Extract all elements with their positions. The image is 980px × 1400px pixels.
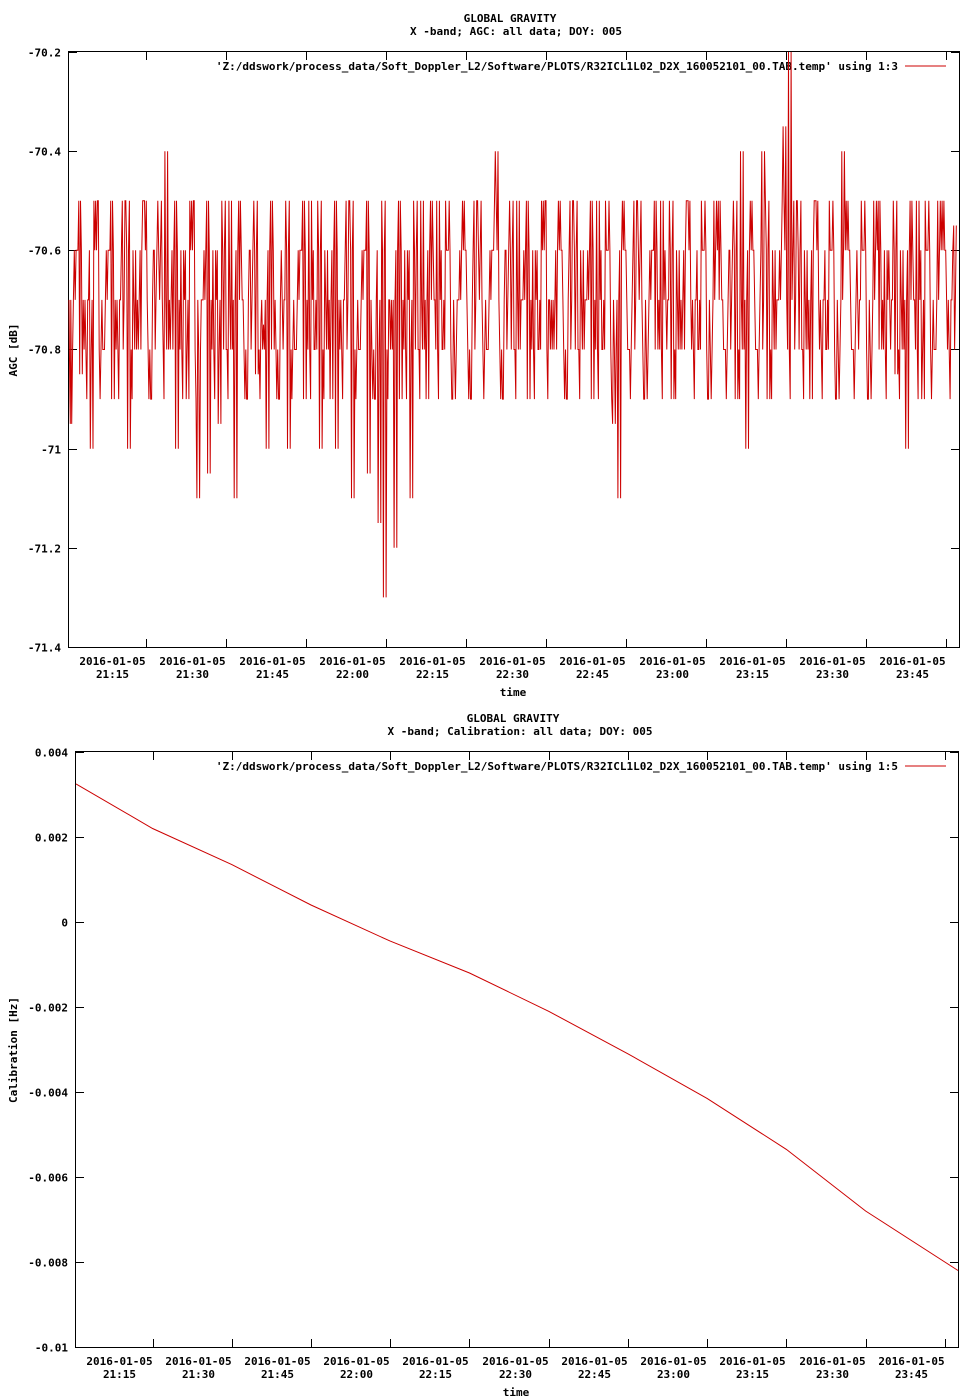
agc-chart [7,12,960,699]
calibration-x-tick-label-time: 22:45 [577,1368,612,1381]
calibration-y-tick-label: -0.01 [34,1341,68,1355]
agc-y-tick-label: -70.2 [27,46,61,60]
calibration-y-tick-label: -0.008 [28,1256,68,1270]
calibration-x-tick-label-time: 23:00 [656,1368,691,1381]
calibration-x-tick-label-time: 23:15 [735,1368,770,1381]
agc-x-tick-label-time: 21:45 [255,668,290,681]
agc-chart-title: GLOBAL GRAVITY [463,12,557,25]
calibration-chart-title: GLOBAL GRAVITY [466,712,560,725]
calibration-y-axis-label: Calibration [Hz] [7,997,20,1103]
agc-axis-ticks [28,47,959,682]
calibration-x-tick-label-date: 2016-01-05 [482,1355,549,1368]
calibration-x-tick-label-date: 2016-01-05 [561,1355,628,1368]
agc-chart-subtitle: X -band; AGC: all data; DOY: 005 [410,25,622,38]
agc-x-tick-label-date: 2016-01-05 [399,655,466,668]
calibration-x-tick-label-date: 2016-01-05 [402,1355,469,1368]
calibration-x-tick-label-date: 2016-01-05 [165,1355,232,1368]
calibration-plot-frame [76,752,959,1348]
calibration-x-tick-label-time: 21:15 [102,1368,137,1381]
calibration-y-tick-label: -0.004 [28,1086,68,1100]
agc-x-tick-label-time: 23:00 [655,668,690,681]
agc-x-tick-label-date: 2016-01-05 [79,655,146,668]
calibration-chart [7,712,959,1399]
agc-y-tick-label: -70.4 [27,145,61,159]
calibration-chart-subtitle: X -band; Calibration: all data; DOY: 005 [387,725,653,738]
agc-x-tick-label-date: 2016-01-05 [319,655,386,668]
calibration-y-tick-label: 0 [61,916,68,930]
calibration-x-tick-label-time: 22:00 [339,1368,374,1381]
calibration-x-tick-label-date: 2016-01-05 [719,1355,786,1368]
agc-x-tick-label-date: 2016-01-05 [559,655,626,668]
agc-legend-label: 'Z:/ddswork/process_data/Soft_Doppler_L2/Software/PLOTS/R32ICL1L02_D2X_160052101_00.TAB.temp' using 1:3 [215,60,898,73]
agc-x-tick-label-date: 2016-01-05 [239,655,306,668]
calibration-y-tick-label: -0.006 [28,1171,68,1185]
calibration-x-tick-label-date: 2016-01-05 [323,1355,390,1368]
agc-x-tick-label-time: 23:45 [895,668,930,681]
agc-x-tick-label-date: 2016-01-05 [639,655,706,668]
agc-y-tick-label: -71 [41,443,61,457]
agc-x-tick-label-date: 2016-01-05 [879,655,946,668]
calibration-x-tick-label-date: 2016-01-05 [86,1355,153,1368]
agc-y-tick-label: -71.4 [27,641,61,655]
calibration-y-tick-label: 0.004 [34,746,68,760]
agc-x-tick-label-time: 23:15 [735,668,770,681]
agc-series-line [69,52,956,597]
calibration-x-tick-label-time: 22:15 [418,1368,453,1381]
agc-x-tick-label-date: 2016-01-05 [159,655,226,668]
calibration-x-tick-label-date: 2016-01-05 [640,1355,707,1368]
calibration-x-axis-label: time [502,1386,530,1399]
calibration-axis-ticks [28,747,958,1382]
calibration-legend-label: 'Z:/ddswork/process_data/Soft_Doppler_L2/Software/PLOTS/R32ICL1L02_D2X_160052101_00.TAB.temp' using 1:5 [215,760,898,773]
calibration-y-tick-label: -0.002 [28,1001,68,1015]
agc-y-axis-label: AGC [dB] [7,323,20,377]
agc-x-tick-label-time: 22:15 [415,668,450,681]
agc-x-tick-label-time: 22:00 [335,668,370,681]
calibration-x-tick-label-time: 23:45 [894,1368,929,1381]
calibration-x-tick-label-date: 2016-01-05 [244,1355,311,1368]
calibration-x-tick-label-date: 2016-01-05 [799,1355,866,1368]
agc-plot-area [69,52,956,597]
calibration-x-tick-label-time: 21:30 [181,1368,216,1381]
agc-x-tick-label-date: 2016-01-05 [799,655,866,668]
calibration-x-tick-label-date: 2016-01-05 [878,1355,945,1368]
agc-y-tick-label: -70.6 [27,244,61,258]
calibration-x-tick-label-time: 22:30 [498,1368,533,1381]
calibration-x-tick-label-time: 23:30 [815,1368,850,1381]
agc-x-tick-label-time: 22:30 [495,668,530,681]
agc-x-tick-label-time: 21:30 [175,668,210,681]
calibration-series-line [76,784,958,1271]
agc-x-tick-label-time: 22:45 [575,668,610,681]
calibration-y-tick-label: 0.002 [34,831,68,845]
agc-y-tick-label: -70.8 [27,343,61,357]
agc-x-tick-label-time: 23:30 [815,668,850,681]
agc-x-axis-label: time [499,686,527,699]
agc-x-tick-label-date: 2016-01-05 [479,655,546,668]
agc-x-tick-label-date: 2016-01-05 [719,655,786,668]
agc-y-tick-label: -71.2 [27,542,61,556]
calibration-x-tick-label-time: 21:45 [260,1368,295,1381]
calibration-plot-area [76,784,958,1271]
agc-x-tick-label-time: 21:15 [95,668,130,681]
